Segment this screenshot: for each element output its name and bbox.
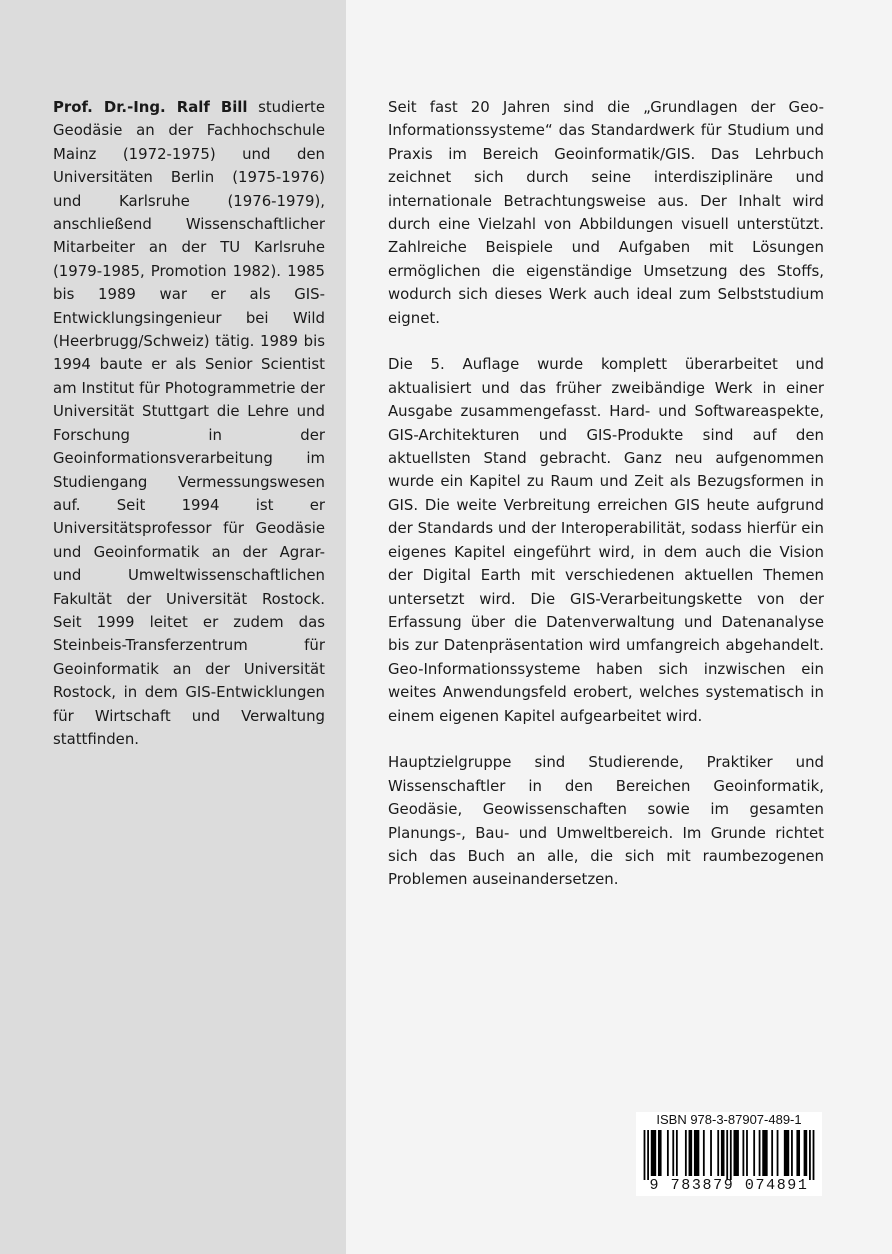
description-paragraph-1: Seit fast 20 Jahren sind die „Grundlagen der Geo-Informationssysteme“ das Standardwerk für Studium und Praxis im Bereich Geoinformatik/GIS. Das Lehrbuch zeichnet sich durch seine interdisziplinäre und internationale Betrachtungsweise aus. Der Inhalt wird durch eine Vielzahl von Abbildungen visuell unterstützt. Zahlreiche Beispiele und Aufgaben mit Lösungen ermöglichen die eigenständige Umsetzung des Stoffs, wodurch sich dieses Werk auch ideal zum Selbststudium eignet. xyxy=(388,98,824,327)
author-bio-text: studierte Geodäsie an der Fachhochschule Mainz (1972-1975) und den Universitäten Berlin (1975-1976) und Karlsruhe (1976-1979), anschließend Wissenschaftlicher Mitarbeiter an der TU Karlsruhe (1979-1985, Promotion 1982). 1985 bis 1989 war er als GIS-Entwicklungsingenieur bei Wild (Heerbrugg/Schweiz) tätig. 1989 bis 1994 baute er als Senior Scientist am Institut für Photogrammetrie der Universität Stuttgart die Lehre und Forschung in der Geoinformationsverarbeitung im Studiengang Vermessungswesen auf. Seit 1994 ist er Universitätsprofessor für Geodäsie und Geoinformatik an der Agrar- und Umweltwissenschaftlichen Fakultät der Universität Rostock. Seit 1999 leitet er zudem das Steinbeis-Transferzentrum für Geoinformatik an der Universität Rostock, in dem GIS-Entwicklungen für Wirtschaft und Verwaltung stattfinden. xyxy=(53,98,325,748)
isbn-label: ISBN 978-3-87907-489-1 xyxy=(656,1112,802,1127)
barcode-bar xyxy=(791,1130,793,1176)
barcode-bar xyxy=(746,1130,748,1176)
barcode-bar xyxy=(753,1130,755,1176)
barcode-digits: 9 783879 074891 xyxy=(649,1177,809,1194)
barcode-bar xyxy=(647,1130,649,1180)
book-description xyxy=(388,96,824,915)
barcode-bar xyxy=(651,1130,656,1176)
barcode-bar xyxy=(694,1130,699,1176)
isbn-barcode xyxy=(636,1112,822,1196)
barcode-bar xyxy=(676,1130,678,1176)
barcode-bar xyxy=(689,1130,693,1176)
barcode-bar xyxy=(762,1130,767,1176)
barcode-bar xyxy=(804,1130,808,1176)
barcode-bars xyxy=(640,1130,818,1180)
barcode-bar xyxy=(717,1130,719,1176)
barcode-bar xyxy=(685,1130,687,1176)
description-paragraph-2: Die 5. Auflage wurde komplett überarbeitet und aktualisiert und das früher zweibändige Werk in einer Ausgabe zusammengefasst. Hard- und Softwareaspekte, GIS-Architekturen und GIS-Produkte sind auf den aktuellsten Stand gebracht. Ganz neu aufgenommen wurde ein Kapitel zu Raum und Zeit als Bezugsformen in GIS. Die weite Verbreitung erreichen GIS heute aufgrund der Standards und der Interoperabilität, sodass hierfür ein eigenes Kapitel eingeführt wird, in dem auch die Vision der Digital Earth mit verschiedenen aktuellen Themen untersetzt wird. Die GIS-Verarbeitungskette von der Erfassung über die Datenverwaltung und Datenanalyse bis zur Datenpräsentation wird umfangreich abgehandelt. Geo-Informationssysteme haben sich inzwischen ein weites Anwendungsfeld erobert, welches systematisch in einem eigenen Kapitel aufgearbeitet wird. xyxy=(388,355,824,725)
barcode-bar xyxy=(672,1130,674,1176)
barcode-bar xyxy=(809,1130,811,1180)
barcode-bar xyxy=(658,1130,662,1176)
barcode-bar xyxy=(703,1130,705,1176)
barcode-bar xyxy=(784,1130,789,1176)
barcode-bar xyxy=(742,1130,744,1176)
author-bio xyxy=(53,96,325,751)
barcode-bar xyxy=(710,1130,712,1176)
barcode-bar xyxy=(667,1130,669,1176)
barcode-bar xyxy=(813,1130,815,1180)
barcode-bar xyxy=(777,1130,779,1176)
author-name: Prof. Dr.-Ing. Ralf Bill xyxy=(53,98,248,116)
barcode-bar xyxy=(726,1130,728,1180)
barcode-bar xyxy=(759,1130,761,1176)
barcode-bar xyxy=(796,1130,800,1176)
barcode-bar xyxy=(733,1130,738,1176)
description-paragraph-3: Hauptzielgruppe sind Studierende, Praktiker und Wissenschaftler in den Bereichen Geoinformatik, Geodäsie, Geowissenschaften sowie im gesamten Planungs-, Bau- und Umweltbereich. Im Grunde richtet sich das Buch an alle, die sich mit raumbezogenen Problemen auseinandersetzen. xyxy=(388,753,824,889)
barcode-bar xyxy=(771,1130,773,1176)
barcode-bar xyxy=(730,1130,732,1180)
barcode-bar xyxy=(644,1130,646,1180)
barcode-bar xyxy=(721,1130,725,1176)
